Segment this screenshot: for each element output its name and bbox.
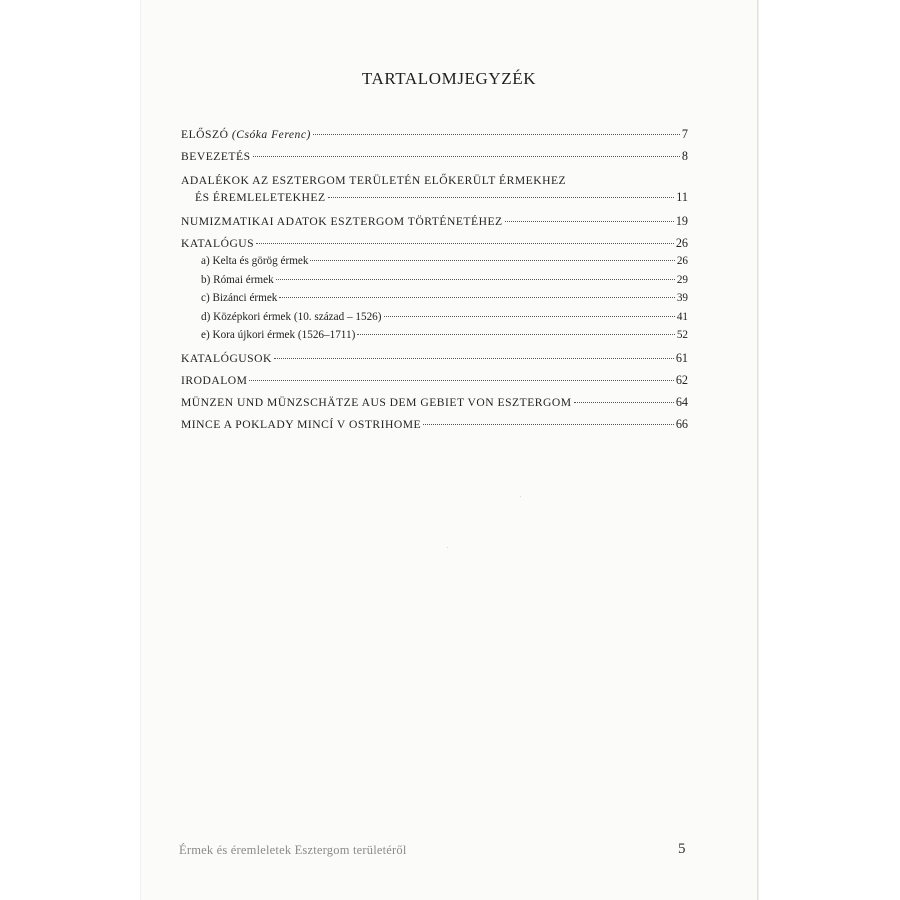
leader-dots [310,260,674,261]
toc-entry-label: KATALÓGUSOK [181,351,272,365]
toc-entry-munzen[interactable] [181,394,688,411]
toc-entry-label: ELŐSZÓ (Csóka Ferenc) [181,128,311,141]
leader-dots [357,334,675,335]
leader-dots [505,221,674,222]
toc-entry-label: BEVEZETÉS [181,150,251,163]
toc-entry-label: IRODALOM [181,373,248,387]
toc-page-number: 62 [675,372,688,387]
toc-page-number: 26 [675,236,688,250]
toc-subentry-romai[interactable] [181,271,688,290]
toc-page-number: 61 [675,350,688,365]
toc-entry-label: MINCE A POKLADY MINCÍ V OSTRIHOME [181,417,422,431]
toc-entry-adalekok[interactable] [181,172,688,206]
toc-page-number: 29 [676,273,688,286]
table-of-contents [181,126,688,433]
toc-entry-label: d) Középkori érmek (10. század – 1526) [201,310,382,323]
toc-entry-label: e) Kora újkori érmek (1526–1711) [201,329,356,341]
toc-subentry-bizanci[interactable] [181,289,688,308]
leader-dots [253,156,680,157]
toc-page-number: 19 [675,214,688,228]
toc-entry-label: KATALÓGUS [181,237,255,250]
toc-page-number: 39 [676,292,688,304]
toc-entry-numizmatikai[interactable] [181,213,688,230]
toc-entry-label: NUMIZMATIKAI ADATOK ESZTERGOM TÖRTÉNETÉHEZ [181,215,503,228]
toc-entry-katalogus[interactable] [181,235,688,252]
paper-speck [520,496,521,497]
toc-page-number: 66 [675,416,688,431]
toc-subentry-kelta[interactable] [181,252,688,271]
toc-entry-label: b) Római érmek [201,273,274,286]
toc-page-number: 64 [675,394,688,409]
leader-dots [274,358,674,359]
toc-page-number: 11 [676,190,688,204]
toc-subentry-kora-ujkori[interactable] [181,326,688,345]
toc-page-number: 52 [676,329,688,341]
toc-page-number: 7 [681,127,688,141]
leader-dots [249,380,673,381]
leader-dots [279,297,674,298]
leader-dots [328,197,675,198]
toc-entry-label-line2: ÉS ÉREMLELETEKHEZ [195,191,326,204]
toc-entry-eloszo[interactable] [181,126,688,143]
page-number: 5 [678,841,686,857]
toc-entry-label: MÜNZEN UND MÜNZSCHÄTZE AUS DEM GEBIET VON ESZTERGOM [181,395,572,409]
toc-entry-mince[interactable] [181,416,688,433]
toc-page-number: 26 [676,255,688,267]
toc-page-number: 8 [681,149,688,163]
toc-entry-katalogusok[interactable] [181,350,688,367]
page-edge-shadow [757,0,759,900]
toc-page-number: 41 [676,310,688,323]
leader-dots [384,316,675,317]
toc-title: TARTALOMJEGYZÉK [361,69,537,88]
running-footer-title: Érmek és éremleletek Esztergom területéről [179,843,407,857]
leader-dots [574,402,674,403]
paper-speck [447,547,448,548]
toc-entry-label: c) Bizánci érmek [201,292,278,304]
toc-entry-irodalom[interactable] [181,372,688,389]
toc-entry-label: a) Kelta és görög érmek [201,255,309,267]
leader-dots [313,134,680,135]
leader-dots [423,424,674,425]
toc-entry-label-line1: ADALÉKOK AZ ESZTERGOM TERÜLETÉN ELŐKERÜLT ÉRMEKHEZ [181,174,567,187]
leader-dots [276,279,675,280]
toc-subentry-kozepkori[interactable] [181,308,688,327]
toc-entry-bevezetes[interactable] [181,148,688,165]
leader-dots [256,243,674,244]
